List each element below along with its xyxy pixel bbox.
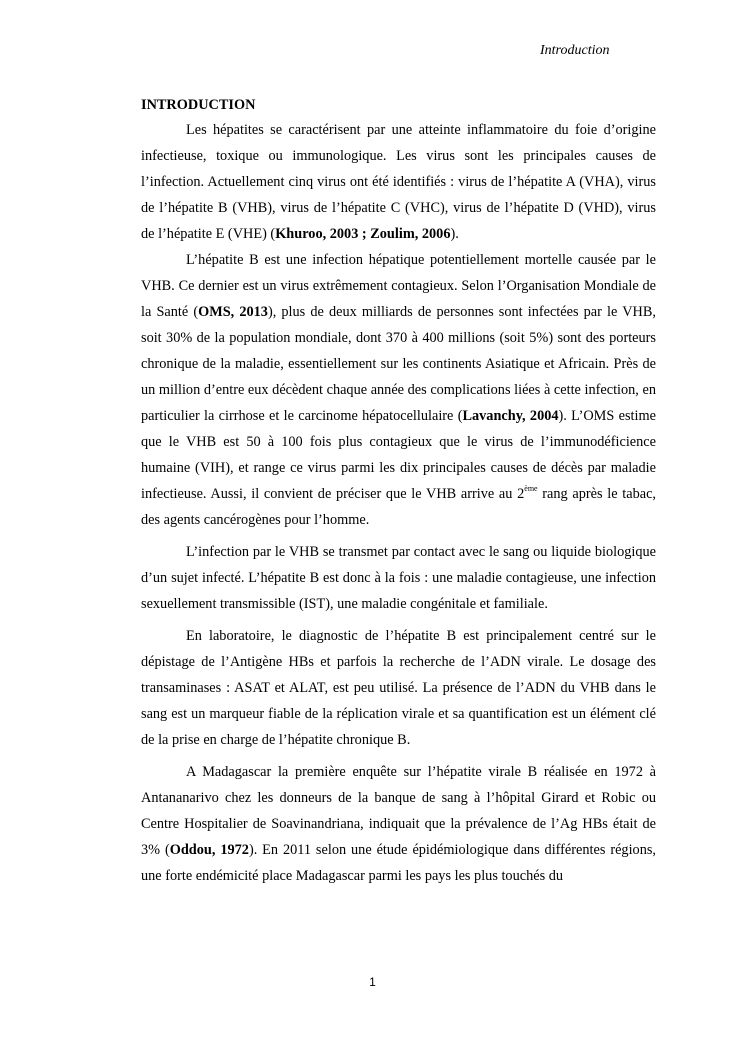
paragraph-text: ). En 2011 selon une étude épidémiologique dans différentes régions, une forte endémicité place Madagascar parmi les pays les plus touchés du bbox=[141, 842, 656, 884]
superscript: ème bbox=[524, 484, 538, 493]
paragraph-text: L’hépatite B est une infection hépatique potentiellement mortelle causée par le VHB. Ce dernier est un virus extrêmement contagieux. Selon l’Organisation Mondiale de la Santé ( bbox=[141, 252, 656, 320]
paragraph-text: L’infection par le VHB se transmet par contact avec le sang ou liquide biologique d’un sujet infecté. L’hépatite B est donc à la fois : une maladie contagieuse, une infection sexuellement transmissible (IST), une maladie congénitale et familiale. bbox=[141, 544, 656, 612]
paragraph-3 bbox=[141, 539, 656, 617]
paragraph-text: rang après le tabac, des agents cancérogènes pour l’homme. bbox=[141, 486, 656, 528]
paragraph-4 bbox=[141, 623, 656, 753]
paragraph-text: Les hépatites se caractérisent par une atteinte inflammatoire du foie d’origine infectieuse, toxique ou immunologique. Les virus sont les principales causes de l’infection. Actuellement cinq virus ont été identifiés : virus de l’hépatite A (VHA), virus de l’hépatite B (VHB), virus de l’hépatite C (VHC), virus de l’hépatite D (VHD), virus de l’hépatite E (VHE) ( bbox=[141, 122, 656, 242]
paragraph-text: ), plus de deux milliards de personnes sont infectées par le VHB, soit 30% de la population mondiale, dont 370 à 400 millions (soit 5%) sont des porteurs chronique de la maladie, essentiellement sur les continents Asiatique et Africain. Près de un million d’entre eux décèdent chaque année des complications liées à cette infection, en particulier la cirrhose et le carcinome hépatocellulaire ( bbox=[141, 304, 656, 424]
paragraph-text: A Madagascar la première enquête sur l’hépatite virale B réalisée en 1972 à Antananarivo chez les donneurs de la banque de sang à l’hôpital Girard et Robic ou Centre Hospitalier de Soavinandriana, indiquait que la prévalence de l’Ag HBs était de 3% ( bbox=[141, 764, 656, 858]
paragraph-2 bbox=[141, 247, 656, 533]
paragraph-text: ). L’OMS estime que le VHB est 50 à 100 fois plus contagieux que le virus de l’immunodéficience humaine (VIH), et range ce virus parmi les dix principales causes de décès par maladie infectieuse. Aussi, il convient de préciser que le VHB arrive au 2 bbox=[141, 408, 656, 502]
paragraph-text: ). bbox=[450, 226, 459, 242]
citation: Khuroo, 2003 ; Zoulim, 2006 bbox=[275, 226, 451, 242]
running-header: Introduction bbox=[540, 43, 610, 58]
paragraph-5 bbox=[141, 759, 656, 889]
document-body bbox=[141, 95, 656, 895]
paragraph-1 bbox=[141, 117, 656, 247]
section-heading: INTRODUCTION bbox=[141, 97, 256, 113]
citation: OMS, 2013 bbox=[198, 304, 268, 320]
page-number: 1 bbox=[369, 975, 376, 989]
citation: Oddou, 1972 bbox=[169, 842, 249, 858]
citation: Lavanchy, 2004 bbox=[462, 408, 559, 424]
paragraph-text: En laboratoire, le diagnostic de l’hépatite B est principalement centré sur le dépistage de l’Antigène HBs et parfois la recherche de l’ADN virale. Le dosage des transaminases : ASAT et ALAT, est peu utilisé. La présence de l’ADN du VHB dans le sang est un marqueur fiable de la réplication virale et sa quantification est un élément clé de la prise en charge de l’hépatite chronique B. bbox=[141, 628, 656, 748]
